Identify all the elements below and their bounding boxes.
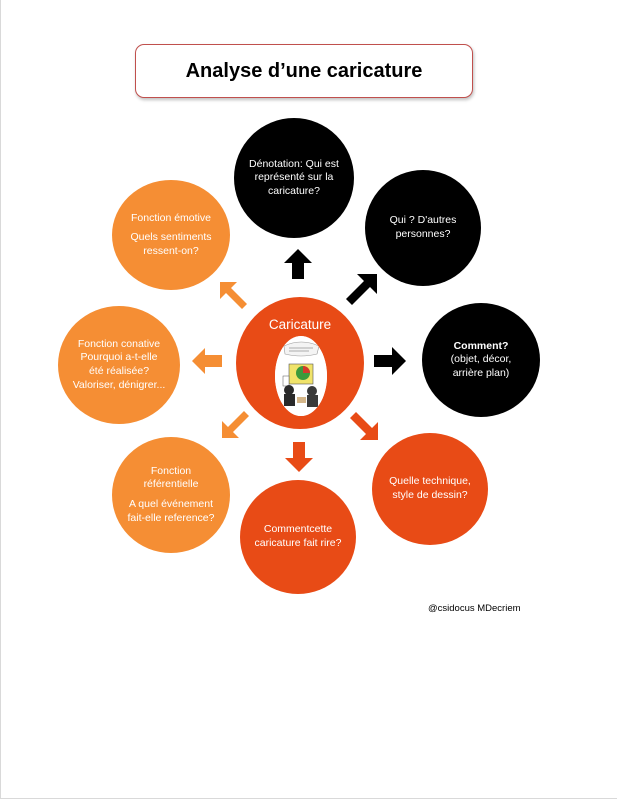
- arrow-down-right-icon: [348, 410, 378, 440]
- node-emotive-text: Quels sentiments ressent-on?: [130, 231, 212, 257]
- arrow-right-icon: [374, 347, 406, 375]
- node-rire: [240, 480, 356, 594]
- arrow-up-right-icon: [343, 274, 377, 308]
- node-conative: [58, 306, 180, 424]
- node-referentielle-text: A quel événement fait-elle reference?: [127, 498, 215, 524]
- node-denotation: [234, 118, 354, 238]
- node-autres-text: Qui ? D'autres personnes?: [389, 214, 457, 240]
- node-denotation-text: Dénotation: Qui est représenté sur la caricature?: [249, 157, 339, 197]
- node-technique-text: Quelle technique, style de dessin?: [389, 475, 471, 501]
- title-box: [135, 44, 473, 98]
- caricature-image: [275, 336, 327, 416]
- node-conative-title: Fonction conative: [77, 337, 161, 350]
- node-emotive-title: Fonction émotive: [131, 211, 211, 224]
- credit-text: @csidocus MDecriem: [428, 603, 521, 614]
- center-label: Caricature: [268, 317, 332, 332]
- node-conative-extra: Valoriser, dénigrer...: [72, 378, 166, 391]
- node-technique: [372, 433, 488, 545]
- arrow-down-icon: [285, 442, 313, 472]
- node-autres: [365, 170, 481, 286]
- node-comment: [422, 303, 540, 417]
- node-rire-text: Commentcette caricature fait rire?: [254, 523, 342, 549]
- node-referentielle-title: Fonction référentielle: [143, 464, 199, 491]
- arrow-up-icon: [284, 249, 312, 279]
- node-conative-text: Pourquoi a-t-elle été réalisée?: [80, 351, 158, 377]
- node-referentielle: [112, 437, 230, 553]
- node-comment-text: (objet, décor, arrière plan): [450, 353, 512, 379]
- node-emotive: [112, 180, 230, 290]
- arrow-up-left-icon: [220, 282, 248, 310]
- diagram-title: Analyse d’une caricature: [185, 59, 423, 82]
- arrow-down-left-icon: [222, 410, 250, 438]
- node-comment-title: Comment?: [453, 339, 509, 352]
- arrow-left-icon: [192, 348, 222, 374]
